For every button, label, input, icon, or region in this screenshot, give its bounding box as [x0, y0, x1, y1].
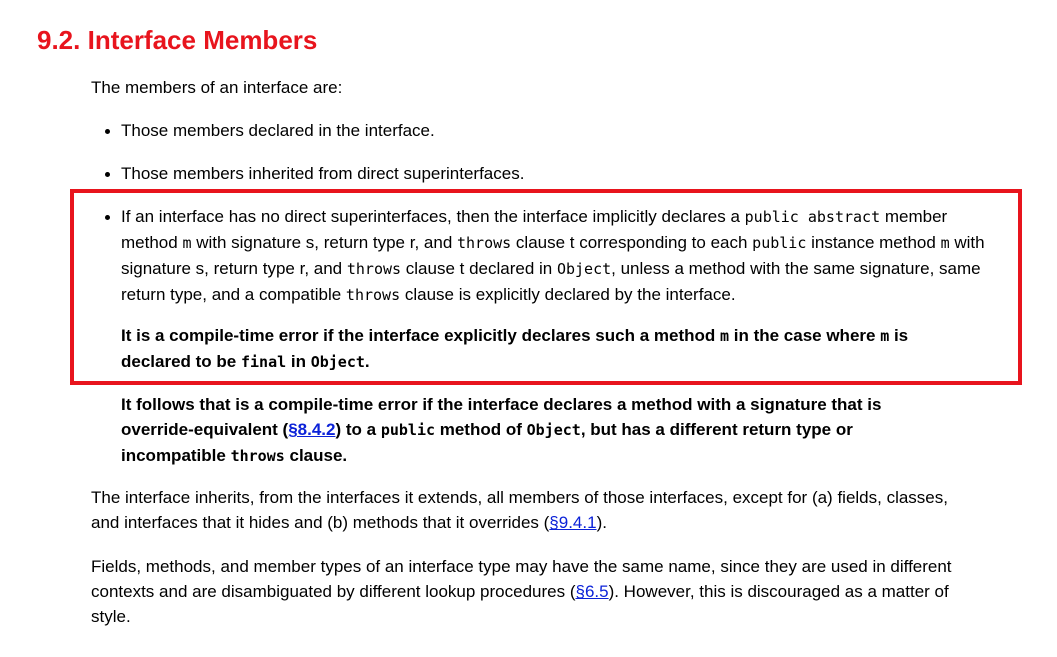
section-heading: 9.2. Interface Members [37, 25, 318, 55]
bold-rule-final [121, 323, 981, 375]
code-throws: throws [457, 234, 512, 252]
code-object: Object [310, 353, 365, 371]
code-m: m [719, 327, 730, 345]
text-span: clause. [284, 446, 348, 465]
text-span: The interface inherits, from the interfaces it extends, all members of those interfaces, except for (a) fields, classes, and interfaces that it hides and (b) methods that it overrides ( [91, 488, 948, 532]
text-span: ) to a [335, 420, 381, 439]
code-m: m [182, 234, 192, 252]
code-public: public [380, 421, 436, 439]
code-throws: throws [345, 286, 401, 304]
code-public-abstract: public abstract [744, 208, 881, 226]
bullet-icon [105, 172, 110, 177]
bullet-icon [105, 215, 110, 220]
text-span: clause is explicitly declared by the interface. [400, 285, 736, 304]
link-6-5[interactable]: §6.5 [575, 582, 609, 601]
bold-rule-override [121, 392, 951, 469]
intro-paragraph: The members of an interface are: [91, 78, 343, 97]
text-span: method of [435, 420, 527, 439]
text-span: ). However, this is discouraged as a matter of style. [91, 582, 949, 626]
code-throws: throws [346, 260, 402, 278]
code-final: final [240, 353, 287, 371]
text-span: with signature s, return type r, and [191, 233, 457, 252]
text-span: with signature s, return type r, and [121, 233, 985, 278]
text-span: , but has a different return type or incompatible [121, 420, 853, 465]
bullet-icon [105, 129, 110, 134]
link-9-4-1[interactable]: §9.4.1 [549, 513, 597, 532]
code-m: m [940, 234, 950, 252]
text-span: ). [596, 513, 607, 532]
link-8-4-2[interactable]: §8.4.2 [288, 420, 336, 439]
text-span: is declared to be [121, 326, 909, 371]
naming-paragraph [91, 554, 991, 629]
bullet-text: Those members declared in the interface. [121, 121, 435, 140]
text-span: , unless a method with the same signature, same return type, and a compatible [121, 259, 981, 304]
bullet-text: Those members inherited from direct superinterfaces. [121, 164, 525, 183]
list-item [121, 118, 1001, 143]
text-span: member method [121, 207, 948, 252]
text-span: It follows that is a compile-time error if the interface declares a method with a signature that is override-equivalent ( [121, 395, 882, 439]
code-public: public [752, 234, 807, 252]
text-span: instance method [806, 233, 941, 252]
code-object: Object [526, 421, 581, 439]
code-m: m [880, 327, 890, 345]
text-span: If an interface has no direct superinterfaces, then the interface implicitly declares a [121, 207, 745, 226]
list-item [121, 161, 1001, 186]
text-span: in [286, 352, 311, 371]
text-span: clause t declared in [401, 259, 557, 278]
inheritance-paragraph [91, 485, 971, 535]
text-span: in the case where [729, 326, 881, 345]
code-throws: throws [230, 447, 285, 465]
text-span: It is a compile-time error if the interface explicitly declares such a method [121, 326, 720, 345]
list-item [121, 204, 996, 308]
text-span: . [364, 352, 370, 371]
text-span: Fields, methods, and member types of an interface type may have the same name, since they are used in different contexts and are disambiguated by different lookup procedures ( [91, 557, 952, 601]
text-span: clause t corresponding to each [511, 233, 753, 252]
code-object: Object [556, 260, 612, 278]
